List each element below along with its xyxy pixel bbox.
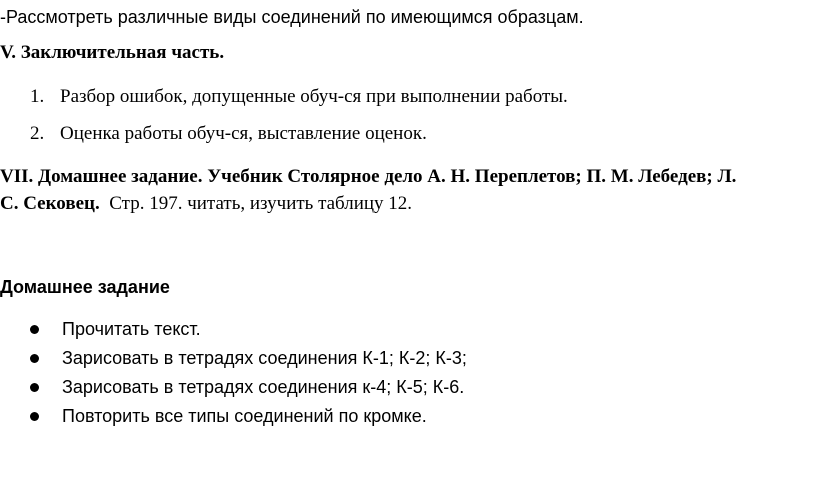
bullet-icon xyxy=(30,383,39,392)
section-5-heading: V. Заключительная часть. xyxy=(0,42,225,63)
item-number: 2. xyxy=(30,123,45,144)
section-7-heading-line1: VII. Домашнее задание. Учебник Столярное дело А. Н. Переплетов; П. М. Лебедев; Л. xyxy=(0,166,737,187)
numbered-item xyxy=(30,86,568,108)
item-text: Разбор ошибок, допущенные обуч-ся при выполнении работы. xyxy=(60,86,568,107)
section-7-line2 xyxy=(0,193,412,215)
list-item: Зарисовать в тетрадях соединения к-4; К-5; К-6. xyxy=(62,377,465,397)
item-number: 1. xyxy=(30,86,45,107)
item-text: Оценка работы обуч-ся, выставление оценок. xyxy=(60,123,427,144)
bullet-icon xyxy=(30,325,39,334)
list-item: Зарисовать в тетрадях соединения К-1; К-2; К-3; xyxy=(62,348,467,368)
bullet-icon xyxy=(30,354,39,363)
section-7-assignment: Стр. 197. читать, изучить таблицу 12. xyxy=(99,193,413,214)
intro-line: -Рассмотреть различные виды соединений по имеющимся образцам. xyxy=(0,7,584,27)
list-item: Повторить все типы соединений по кромке. xyxy=(62,406,427,426)
section-7-author: С. Сековец. xyxy=(0,193,100,214)
homework-title: Домашнее задание xyxy=(0,277,170,297)
bullet-icon xyxy=(30,412,39,421)
numbered-item xyxy=(30,123,427,145)
list-item: Прочитать текст. xyxy=(62,319,201,339)
